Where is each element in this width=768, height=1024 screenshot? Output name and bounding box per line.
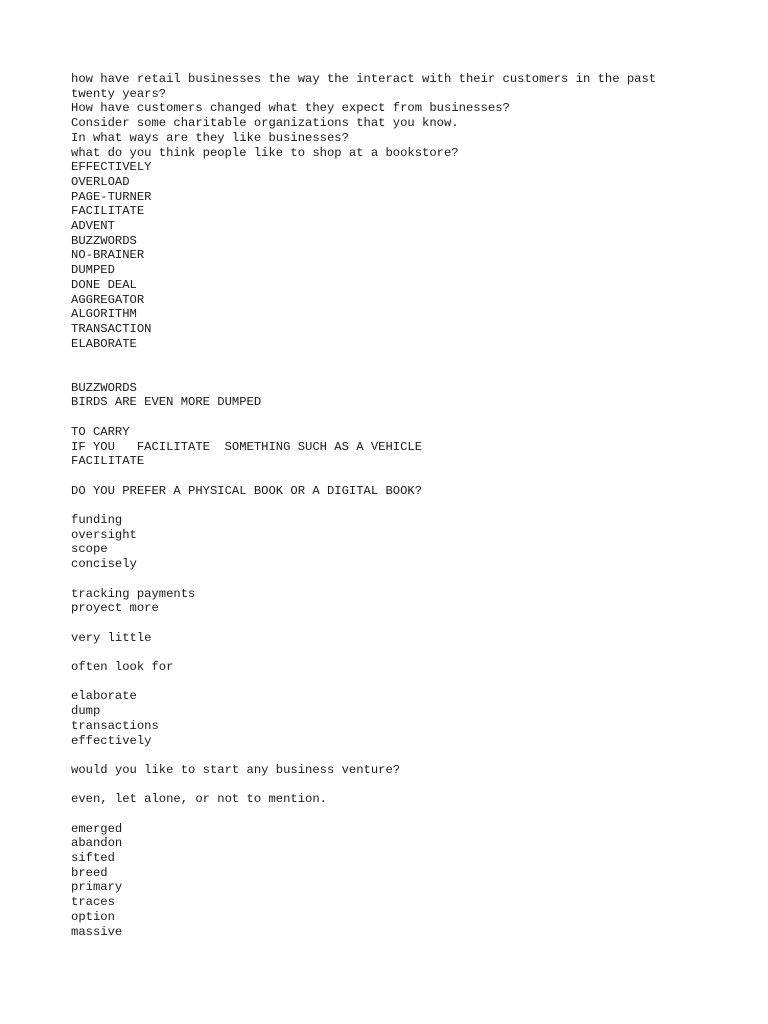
text-line: even, let alone, or not to mention.	[71, 792, 327, 807]
text-line: DO YOU PREFER A PHYSICAL BOOK OR A DIGITAL BOOK?	[71, 483, 423, 498]
text-line: funding	[71, 513, 123, 528]
text-line: BUZZWORDS	[71, 380, 137, 395]
text-line: option	[71, 909, 115, 924]
text-line: OVERLOAD	[71, 174, 130, 189]
text-line: NO-BRAINER	[71, 248, 145, 263]
text-line: sifted	[71, 851, 115, 866]
text-line: DUMPED	[71, 263, 115, 278]
text-line: EFFECTIVELY	[71, 160, 152, 175]
text-line: TO CARRY	[71, 424, 130, 439]
document-page	[71, 72, 731, 939]
text-line: IF YOU FACILITATE SOMETHING SUCH AS A VEHICLE	[71, 439, 423, 454]
blank-line	[71, 572, 731, 587]
text-line: effectively	[71, 733, 152, 748]
text-line: would you like to start any business venture?	[71, 762, 401, 777]
text-line: scope	[71, 542, 108, 557]
blank-line	[71, 807, 731, 822]
text-line: proyect more	[71, 601, 159, 616]
blank-line	[71, 675, 731, 690]
text-line: ALGORITHM	[71, 307, 137, 322]
text-line: concisely	[71, 557, 137, 572]
blank-line	[71, 616, 731, 631]
text-line: transactions	[71, 718, 159, 733]
blank-line	[71, 645, 731, 660]
text-line: FACILITATE	[71, 204, 145, 219]
text-line: AGGREGATOR	[71, 292, 145, 307]
text-line: primary	[71, 880, 123, 895]
text-line: ELABORATE	[71, 336, 137, 351]
text-line: Consider some charitable organizations that you know.	[71, 116, 459, 131]
text-line: FACILITATE	[71, 454, 145, 469]
text-line: how have retail businesses the way the interact with their customers in the past	[71, 72, 657, 86]
text-line: TRANSACTION	[71, 321, 152, 336]
text-line: abandon	[71, 836, 123, 851]
text-line: tracking payments	[71, 586, 196, 601]
blank-line	[71, 498, 731, 513]
blank-line	[71, 410, 731, 425]
text-line: oversight	[71, 527, 137, 542]
blank-line	[71, 778, 731, 793]
text-line: PAGE-TURNER	[71, 189, 152, 204]
text-line: How have customers changed what they expect from businesses?	[71, 101, 510, 116]
text-line: BIRDS ARE EVEN MORE DUMPED	[71, 395, 262, 410]
text-line: traces	[71, 895, 115, 910]
text-line: dump	[71, 704, 101, 719]
text-line: In what ways are they like businesses?	[71, 130, 349, 145]
text-line: what do you think people like to shop at a bookstore?	[71, 145, 459, 160]
text-line: elaborate	[71, 689, 137, 704]
blank-line	[71, 366, 731, 381]
blank-line	[71, 748, 731, 763]
text-line: emerged	[71, 821, 123, 836]
text-line: twenty years?	[71, 86, 167, 101]
blank-line	[71, 469, 731, 484]
text-line: DONE DEAL	[71, 277, 137, 292]
text-line: often look for	[71, 660, 174, 674]
text-line: breed	[71, 865, 108, 880]
text-line: BUZZWORDS	[71, 233, 137, 248]
text-line: very little	[71, 630, 152, 645]
text-line: massive	[71, 924, 123, 939]
blank-line	[71, 351, 731, 366]
text-line: ADVENT	[71, 219, 115, 234]
